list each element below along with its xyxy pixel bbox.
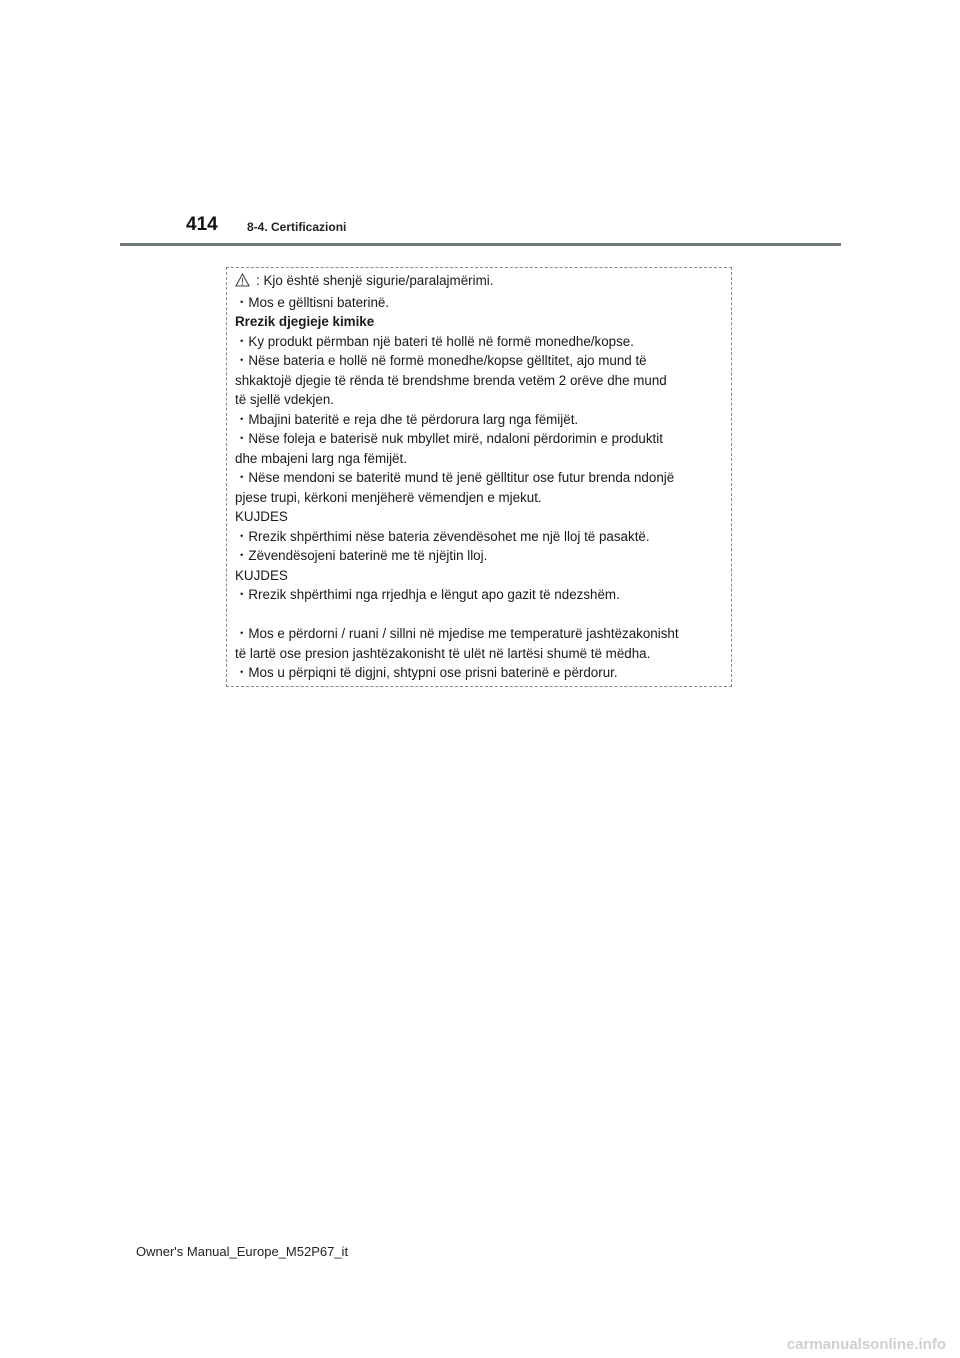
notice-line: Rrezik djegieje kimike	[235, 314, 375, 329]
notice-line: KUJDES	[235, 567, 288, 583]
notice-line: ・Nëse bateria e hollë në formë monedhe/kopse gëlltitet, ajo mund të	[235, 353, 647, 368]
notice-line	[235, 605, 725, 625]
notice-line: të sjellë vdekjen.	[235, 392, 334, 407]
header-rule	[120, 243, 841, 246]
watermark: carmanualsonline.info	[786, 1336, 946, 1353]
notice-line: dhe mbajeni larg nga fëmijët.	[235, 450, 407, 466]
page-number: 414	[186, 214, 218, 235]
footer-manual-id: Owner's Manual_Europe_M52P67_it	[136, 1244, 349, 1259]
notice-line: ・Nëse foleja e baterisë nuk mbyllet mirë, ndaloni përdorimin e produktit	[235, 431, 663, 446]
notice-line: të lartë ose presion jashtëzakonisht të ulët në lartësi shumë të mëdha.	[235, 645, 651, 661]
notice-line: ・Mos e gëlltisni baterinë.	[235, 294, 390, 310]
notice-line: ・Rrezik shpërthimi nga rrjedhja e lëngut apo gazit të ndezshëm.	[235, 587, 620, 602]
notice-line: shkaktojë djegie të rënda të brendshme brenda vetëm 2 orëve dhe mund	[235, 372, 667, 388]
notice-line: pjese trupi, kërkoni menjëherë vëmendjen e mjekut.	[235, 489, 542, 505]
notice-line: ・Zëvendësojeni baterinë me të njëjtin lloj.	[235, 548, 488, 563]
notice-content	[235, 271, 725, 683]
warning-line-text: : Kjo është shenjë sigurie/paralajmërimi.	[256, 273, 494, 288]
notice-line: ・Rrezik shpërthimi nëse bateria zëvendësohet me një lloj të pasaktë.	[235, 528, 650, 544]
notice-line: KUJDES	[235, 509, 288, 524]
notice-line: ・Mos u përpiqni të digjni, shtypni ose prisni baterinë e përdorur.	[235, 665, 618, 680]
warning-triangle-icon	[235, 273, 250, 293]
notice-line: ・Ky produkt përmban një bateri të hollë në formë monedhe/kopse.	[235, 333, 634, 349]
warning-line	[235, 271, 725, 293]
notice-line: ・Mos e përdorni / ruani / sillni në mjedise me temperaturë jashtëzakonisht	[235, 626, 679, 641]
notice-line: ・Mbajini bateritë e reja dhe të përdorura larg nga fëmijët.	[235, 411, 579, 427]
notice-line: ・Nëse mendoni se bateritë mund të jenë gëlltitur ose futur brenda ndonjë	[235, 470, 675, 485]
section-title: 8-4. Certificazioni	[247, 220, 347, 234]
